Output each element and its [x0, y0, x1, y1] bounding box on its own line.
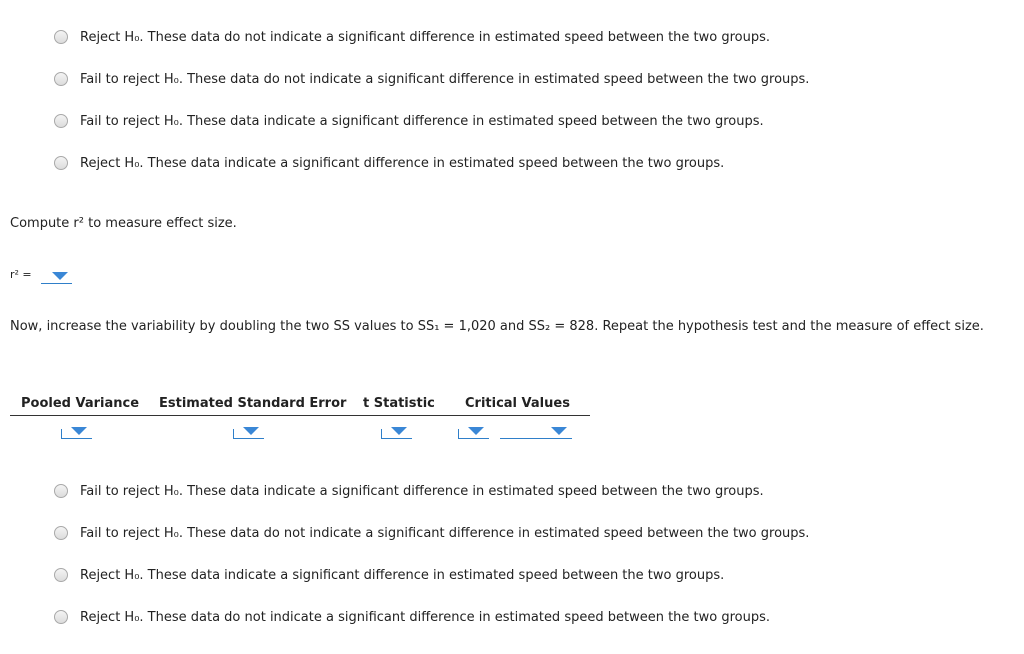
header-t-statistic: t Statistic — [363, 396, 435, 411]
q2-option-2[interactable] — [54, 523, 809, 543]
radio-button[interactable] — [54, 568, 68, 582]
chevron-down-icon — [551, 427, 567, 435]
pooled-variance-dropdown[interactable] — [61, 425, 92, 439]
q1-option-4[interactable] — [54, 153, 724, 173]
option-label: Reject H₀. These data indicate a significant difference in estimated speed between the two groups. — [80, 567, 725, 583]
table-header-divider — [10, 415, 590, 416]
radio-button[interactable] — [54, 72, 68, 86]
divider — [458, 429, 459, 439]
chevron-down-icon — [243, 427, 259, 435]
critical-value-lower-dropdown[interactable] — [458, 425, 489, 439]
radio-button[interactable] — [54, 114, 68, 128]
option-label: Fail to reject H₀. These data indicate a significant difference in estimated speed between the two groups. — [80, 113, 764, 129]
radio-button[interactable] — [54, 526, 68, 540]
header-standard-error: Estimated Standard Error — [159, 396, 347, 411]
option-label: Fail to reject H₀. These data do not indicate a significant difference in estimated speed between the two groups. — [80, 525, 810, 541]
effect-size-prompt: Compute r² to measure effect size. — [10, 216, 237, 231]
chevron-down-icon — [391, 427, 407, 435]
option-label: Reject H₀. These data do not indicate a significant difference in estimated speed between the two groups. — [80, 29, 771, 45]
standard-error-dropdown[interactable] — [233, 425, 264, 439]
q1-option-1[interactable] — [54, 27, 770, 47]
header-critical-values: Critical Values — [465, 396, 570, 411]
t-statistic-dropdown[interactable] — [381, 425, 412, 439]
chevron-down-icon — [71, 427, 87, 435]
chevron-down-icon — [468, 427, 484, 435]
option-label: Reject H₀. These data indicate a significant difference in estimated speed between the two groups. — [80, 155, 725, 171]
divider — [233, 429, 234, 439]
header-pooled-variance: Pooled Variance — [21, 396, 140, 411]
instruction-text: Now, increase the variability by doubling the two SS values to SS₁ = 1,020 and SS₂ = 828. Repeat the hypothesis test and the measure of effect size. — [10, 319, 984, 334]
r-squared-label: r² = — [10, 268, 32, 281]
q1-option-3[interactable] — [54, 111, 764, 131]
r-squared-dropdown[interactable] — [41, 270, 72, 284]
q1-option-2[interactable] — [54, 69, 809, 89]
option-label: Fail to reject H₀. These data indicate a significant difference in estimated speed between the two groups. — [80, 483, 764, 499]
radio-button[interactable] — [54, 30, 68, 44]
divider — [381, 429, 382, 439]
option-label: Fail to reject H₀. These data do not indicate a significant difference in estimated speed between the two groups. — [80, 71, 810, 87]
q2-option-1[interactable] — [54, 481, 764, 501]
critical-value-upper-dropdown[interactable] — [500, 425, 572, 439]
radio-button[interactable] — [54, 610, 68, 624]
q2-option-3[interactable] — [54, 565, 724, 585]
chevron-down-icon — [52, 272, 68, 280]
q2-option-4[interactable] — [54, 607, 770, 627]
radio-button[interactable] — [54, 156, 68, 170]
option-label: Reject H₀. These data do not indicate a significant difference in estimated speed between the two groups. — [80, 609, 771, 625]
divider — [61, 429, 62, 439]
radio-button[interactable] — [54, 484, 68, 498]
